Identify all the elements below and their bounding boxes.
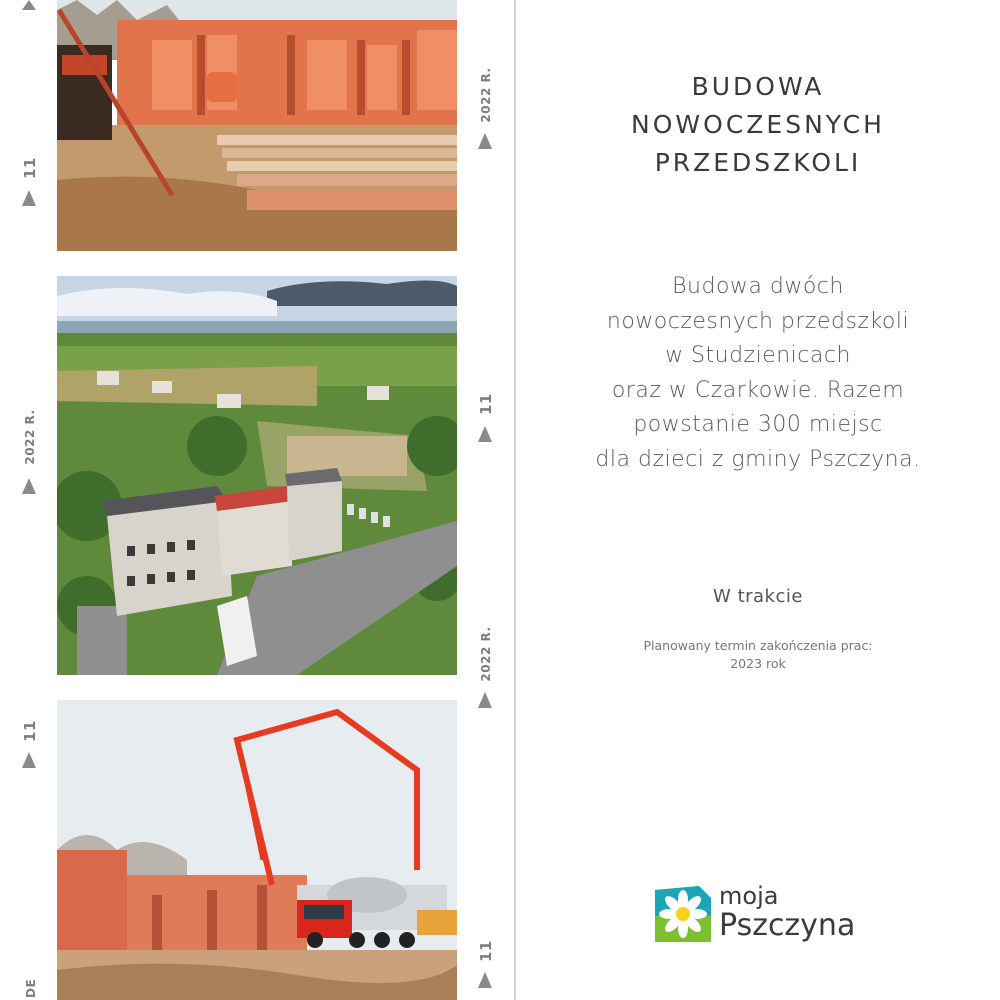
page-title (516, 68, 1000, 182)
description-line: dla dzieci z gminy Pszczyna. (595, 446, 921, 472)
title-line: PRZEDSZKOLI (654, 148, 862, 177)
moja-pszczyna-logo (655, 882, 875, 952)
frame-number-label: 11 (21, 157, 39, 179)
description (516, 270, 1000, 477)
planned-label: Planowany termin zakończenia prac: (643, 638, 873, 653)
description-line: Budowa dwóch (672, 274, 844, 299)
daisy-logo-icon (655, 886, 711, 942)
film-arrow-icon (478, 426, 492, 442)
frame-number-label: 11 (477, 940, 495, 962)
film-arrow-icon (22, 0, 36, 10)
description-line: w Studzienicach (665, 343, 851, 368)
year-label: 2022 R. (479, 626, 493, 682)
film-arrow-icon (22, 752, 36, 768)
frame-number-label: 11 (21, 720, 39, 742)
description-line: oraz w Czarkowie. Razem (611, 377, 905, 403)
status-text: W trakcie (713, 586, 803, 607)
film-arrow-icon (22, 478, 36, 494)
info-panel (516, 0, 1000, 1000)
description-line: nowoczesnych przedszkoli (606, 308, 910, 334)
film-arrow-icon (478, 133, 492, 149)
planned-value: 2023 rok (730, 656, 786, 671)
film-arrow-icon (478, 972, 492, 988)
film-arrow-icon (478, 692, 492, 708)
concrete-pump-photo (57, 700, 457, 1000)
construction-walls-photo (57, 0, 457, 251)
title-line: NOWOCZESNYCH (631, 110, 885, 139)
aerial-town-photo (57, 276, 457, 675)
film-arrow-icon (22, 190, 36, 206)
year-label: 2022 R. (23, 409, 37, 465)
frame-number-label: 11 (477, 393, 495, 415)
logo-text-moja: moja (719, 882, 779, 910)
logo-text-pszczyna: Pszczyna (719, 908, 856, 943)
title-line: BUDOWA (691, 72, 825, 101)
description-line: powstanie 300 miejsc (633, 412, 883, 437)
year-label: 2022 R. (479, 67, 493, 123)
edge-code-label: DE (24, 978, 38, 998)
planned-completion (516, 637, 1000, 673)
